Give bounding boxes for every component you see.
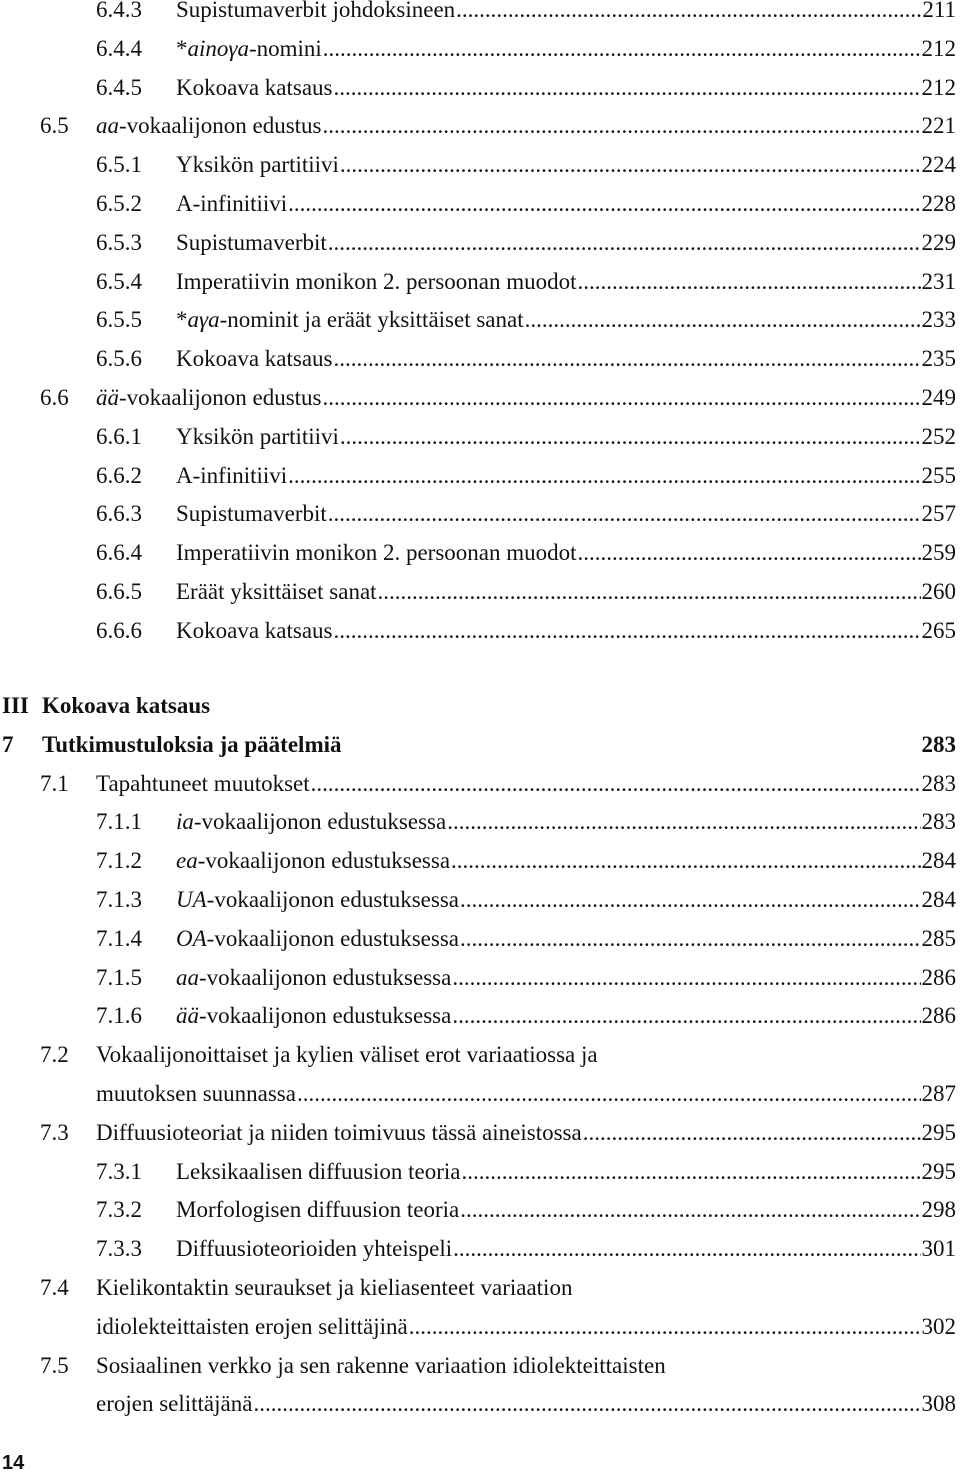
dot-leader bbox=[451, 847, 920, 875]
entry-number: 6.6.6 bbox=[96, 617, 142, 643]
entry-title-text: Yksikön partitiivi bbox=[176, 152, 339, 178]
entry-page: 298 bbox=[921, 1197, 956, 1223]
entry-line bbox=[176, 423, 956, 451]
entry-line bbox=[176, 964, 956, 992]
dot-leader bbox=[460, 925, 921, 953]
entry-number: 6.4.4 bbox=[96, 35, 142, 61]
entry-title bbox=[176, 306, 524, 334]
dot-leader bbox=[288, 190, 920, 218]
entry-number: 6.6.1 bbox=[96, 423, 142, 449]
dot-leader bbox=[340, 151, 921, 179]
entry-line bbox=[96, 112, 956, 140]
entry-line bbox=[176, 886, 956, 914]
entry-page: 287 bbox=[921, 1081, 956, 1106]
entry-number: 7.2 bbox=[40, 1042, 69, 1068]
entry-line bbox=[96, 1390, 956, 1418]
dot-leader bbox=[578, 268, 921, 296]
entry-title-text: -vokaalijonon edustus bbox=[119, 113, 322, 139]
entry-title bbox=[176, 229, 327, 257]
entry-page: 255 bbox=[921, 462, 956, 488]
entry-number: 6.5.3 bbox=[96, 229, 142, 255]
entry-title-text: -vokaalijonon edustuksessa bbox=[193, 809, 447, 835]
entry-line bbox=[176, 74, 956, 102]
toc-entry bbox=[0, 847, 960, 879]
entry-line bbox=[176, 539, 956, 567]
entry-title-text: Diffuusioteorioiden yhteispeli bbox=[176, 1236, 453, 1262]
entry-title-italic: aa bbox=[176, 964, 199, 990]
entry-title bbox=[176, 190, 287, 218]
entry-title-italic: aa bbox=[96, 113, 119, 139]
entry-title bbox=[176, 151, 339, 179]
toc-entry bbox=[0, 384, 960, 416]
entry-title-text: A-infinitiivi bbox=[176, 191, 288, 216]
entry-number: 7.3 bbox=[40, 1119, 69, 1145]
entry-line bbox=[176, 617, 956, 645]
toc-entry bbox=[0, 0, 960, 28]
toc-entry bbox=[0, 462, 960, 494]
entry-page: 265 bbox=[921, 617, 956, 643]
entry-title-prefix: * bbox=[176, 35, 188, 61]
part-title: Kokoava katsaus bbox=[42, 693, 211, 718]
entry-title bbox=[176, 617, 333, 645]
dot-leader bbox=[340, 423, 921, 451]
entry-title bbox=[96, 1119, 582, 1147]
entry-page: 233 bbox=[921, 307, 956, 333]
entry-title-text: Diffuusioteoriat ja niiden toimivuus tässä aineistossa bbox=[96, 1119, 582, 1145]
entry-line bbox=[176, 306, 956, 334]
entry-line bbox=[176, 925, 956, 953]
entry-title bbox=[176, 74, 333, 102]
entry-number: 7.1.5 bbox=[96, 964, 142, 990]
entry-title-text: -nomini bbox=[248, 35, 322, 61]
dot-leader bbox=[334, 74, 921, 102]
entry-line bbox=[176, 1158, 956, 1186]
entry-title bbox=[176, 539, 577, 567]
entry-title-text: Tapahtuneet muutokset bbox=[96, 770, 310, 796]
dot-leader bbox=[378, 578, 921, 606]
entry-title-text: Kokoava katsaus bbox=[176, 617, 333, 643]
entry-number: 7.4 bbox=[40, 1275, 69, 1300]
entry-title-text: A-infinitiivi bbox=[176, 462, 288, 488]
entry-number: 7.5 bbox=[40, 1352, 69, 1378]
entry-page: 295 bbox=[921, 1158, 956, 1184]
entry-page: 283 bbox=[921, 770, 956, 796]
dot-leader bbox=[334, 345, 921, 373]
toc-entry bbox=[0, 925, 960, 957]
entry-page: 295 bbox=[921, 1119, 956, 1145]
entry-line bbox=[176, 0, 956, 24]
entry-title-italic: ea bbox=[176, 848, 198, 874]
entry-number: 6.5.2 bbox=[96, 191, 142, 216]
entry-title bbox=[96, 112, 322, 140]
entry-title bbox=[176, 1196, 459, 1224]
entry-line bbox=[176, 808, 956, 836]
toc-entry bbox=[0, 112, 960, 144]
entry-title-line1: Kielikontaktin seuraukset ja kieliasenteet variaation bbox=[96, 1275, 573, 1300]
entry-page: 308 bbox=[921, 1391, 956, 1417]
entry-line bbox=[176, 847, 956, 875]
entry-line bbox=[176, 578, 956, 606]
entry-line bbox=[176, 1002, 956, 1030]
entry-line bbox=[96, 1080, 956, 1108]
toc-entry bbox=[0, 151, 960, 183]
dot-leader bbox=[409, 1313, 921, 1341]
entry-line bbox=[176, 500, 956, 528]
toc-entry bbox=[0, 500, 960, 532]
entry-page: 211 bbox=[922, 0, 956, 22]
entry-number: 6.6.3 bbox=[96, 501, 142, 527]
toc-entry bbox=[0, 808, 960, 840]
entry-title-text: Eräät yksittäiset sanat bbox=[176, 579, 377, 604]
entry-title-text: -vokaalijonon edustuksessa bbox=[206, 887, 459, 912]
toc-entry bbox=[0, 345, 960, 377]
entry-line bbox=[176, 1235, 956, 1263]
chapter-number: 7 bbox=[2, 731, 14, 757]
entry-title-text: Supistumaverbit johdoksineen bbox=[176, 0, 456, 22]
dot-leader bbox=[452, 964, 920, 992]
entry-title-line1: Sosiaalinen verkko ja sen rakenne variaation idiolekteittaisten bbox=[96, 1352, 666, 1378]
entry-page: 224 bbox=[921, 152, 956, 178]
entry-title-text: -nominit ja eräät yksittäiset sanat bbox=[219, 307, 524, 333]
toc-entry-multiline-cont bbox=[0, 1313, 960, 1345]
entry-page: 235 bbox=[921, 346, 956, 372]
toc-entry bbox=[0, 964, 960, 996]
part-heading bbox=[0, 692, 960, 724]
entry-title-text: Supistumaverbit bbox=[176, 501, 327, 527]
toc-entry-multiline-cont bbox=[0, 1080, 960, 1112]
entry-number: 6.5 bbox=[40, 113, 69, 139]
entry-title-italic: ää bbox=[96, 385, 119, 410]
entry-page: 259 bbox=[921, 540, 956, 566]
entry-page: 301 bbox=[921, 1236, 956, 1262]
toc-entry bbox=[0, 539, 960, 571]
toc-entry bbox=[0, 617, 960, 649]
toc-entry bbox=[0, 190, 960, 222]
entry-number: 6.4.3 bbox=[96, 0, 142, 22]
dot-leader bbox=[460, 1196, 920, 1224]
entry-line bbox=[176, 268, 956, 296]
entry-number: 6.4.5 bbox=[96, 74, 142, 100]
entry-title bbox=[176, 925, 459, 953]
toc-entry bbox=[0, 1119, 960, 1151]
entry-number: 7.3.1 bbox=[96, 1158, 142, 1184]
toc-entry-multiline bbox=[0, 1041, 960, 1073]
toc-entry bbox=[0, 74, 960, 106]
dot-leader bbox=[253, 1390, 920, 1418]
entry-title-text: -vokaalijonon edustuksessa bbox=[197, 848, 451, 874]
entry-title-italic: aγa bbox=[187, 307, 220, 333]
toc-entry bbox=[0, 1158, 960, 1190]
entry-title bbox=[176, 500, 327, 528]
dot-leader bbox=[460, 886, 921, 914]
entry-title-line2: muutoksen suunnassa bbox=[96, 1081, 296, 1106]
toc-entry bbox=[0, 229, 960, 261]
entry-page: 252 bbox=[921, 423, 956, 449]
dot-leader bbox=[461, 1158, 920, 1186]
part-number: III bbox=[2, 693, 29, 718]
entry-title bbox=[176, 1235, 452, 1263]
dot-leader bbox=[447, 808, 920, 836]
entry-title bbox=[176, 462, 287, 490]
entry-line bbox=[176, 151, 956, 179]
entry-line bbox=[96, 384, 956, 412]
chapter-page: 283 bbox=[921, 731, 956, 757]
entry-title bbox=[176, 1002, 451, 1030]
entry-page: 284 bbox=[921, 848, 956, 874]
entry-page: 284 bbox=[921, 887, 956, 912]
entry-title-line2: erojen selittäjänä bbox=[96, 1391, 253, 1417]
dot-leader bbox=[288, 462, 920, 490]
toc-entry bbox=[0, 1002, 960, 1034]
entry-number: 6.5.6 bbox=[96, 346, 142, 372]
entry-number: 6.6.4 bbox=[96, 540, 142, 566]
entry-line bbox=[96, 1119, 956, 1147]
entry-title bbox=[96, 770, 310, 798]
entry-title-text: Morfologisen diffuusion teoria bbox=[176, 1197, 460, 1223]
entry-title bbox=[176, 268, 577, 296]
chapter-line bbox=[42, 731, 956, 759]
entry-page: 286 bbox=[921, 964, 956, 990]
dot-leader bbox=[453, 1235, 920, 1263]
dot-leader bbox=[578, 539, 921, 567]
entry-title-line1: Vokaalijonoittaiset ja kylien väliset erot variaatiossa ja bbox=[96, 1042, 598, 1068]
entry-title-text: Kokoava katsaus bbox=[176, 346, 333, 372]
entry-title bbox=[96, 384, 322, 412]
dot-leader bbox=[323, 112, 921, 140]
dot-leader bbox=[297, 1080, 921, 1108]
dot-leader bbox=[456, 0, 921, 24]
entry-page: 231 bbox=[921, 268, 956, 294]
dot-leader bbox=[452, 1002, 920, 1030]
toc-entry bbox=[0, 306, 960, 338]
entry-line bbox=[176, 1196, 956, 1224]
entry-title bbox=[176, 1158, 460, 1186]
entry-title bbox=[176, 964, 451, 992]
entry-number: 7.3.3 bbox=[96, 1236, 142, 1262]
entry-line bbox=[176, 345, 956, 373]
chapter-title: Tutkimustuloksia ja päätelmiä bbox=[42, 731, 342, 757]
entry-title bbox=[176, 886, 459, 914]
entry-line bbox=[96, 770, 956, 798]
entry-title bbox=[176, 345, 333, 373]
toc-entry bbox=[0, 886, 960, 918]
entry-page: 285 bbox=[921, 925, 956, 951]
entry-number: 7.1.6 bbox=[96, 1003, 142, 1029]
entry-title-line2: idiolekteittaisten erojen selittäjinä bbox=[96, 1313, 408, 1339]
entry-number: 6.5.1 bbox=[96, 152, 142, 178]
entry-page: 302 bbox=[921, 1313, 956, 1339]
dot-leader bbox=[583, 1119, 921, 1147]
entry-number: 7.1 bbox=[40, 770, 69, 796]
entry-page: 286 bbox=[921, 1003, 956, 1029]
entry-title bbox=[176, 35, 322, 63]
entry-title-text: -vokaalijonon edustuksessa bbox=[199, 1003, 452, 1029]
entry-number: 6.6.5 bbox=[96, 579, 142, 604]
entry-title bbox=[176, 578, 377, 606]
entry-line bbox=[96, 1313, 956, 1341]
dot-leader bbox=[525, 306, 921, 334]
entry-title-italic: ia bbox=[176, 809, 194, 835]
toc-entry bbox=[0, 268, 960, 300]
entry-number: 7.1.4 bbox=[96, 925, 142, 951]
entry-title-text: Kokoava katsaus bbox=[176, 74, 333, 100]
toc-entry-multiline bbox=[0, 1274, 960, 1306]
entry-title-italic: OA bbox=[176, 925, 207, 951]
toc-entry-multiline-cont bbox=[0, 1390, 960, 1422]
entry-number: 6.6 bbox=[40, 385, 69, 410]
toc-entry bbox=[0, 1235, 960, 1267]
page-number: 14 bbox=[2, 1452, 25, 1474]
entry-title-prefix: * bbox=[176, 307, 188, 333]
entry-title-italic: ää bbox=[176, 1003, 199, 1029]
entry-title-text: -vokaalijonon edustuksessa bbox=[206, 925, 459, 951]
entry-title-italic: UA bbox=[176, 887, 207, 912]
toc-entry bbox=[0, 1196, 960, 1228]
entry-title-text: Leksikaalisen diffuusion teoria bbox=[176, 1158, 461, 1184]
toc-entry bbox=[0, 578, 960, 610]
entry-title-text: -vokaalijonon edustuksessa bbox=[199, 964, 452, 990]
entry-title-text: -vokaalijonon edustus bbox=[119, 385, 322, 410]
entry-page: 221 bbox=[921, 113, 956, 139]
entry-number: 7.1.2 bbox=[96, 848, 142, 874]
toc-entry bbox=[0, 423, 960, 455]
entry-number: 7.3.2 bbox=[96, 1197, 142, 1223]
entry-page: 228 bbox=[921, 191, 956, 216]
entry-title bbox=[176, 423, 339, 451]
entry-number: 7.1.3 bbox=[96, 887, 142, 912]
dot-leader bbox=[328, 500, 921, 528]
chapter-heading bbox=[0, 731, 960, 763]
entry-page: 260 bbox=[921, 579, 956, 604]
entry-number: 6.5.4 bbox=[96, 268, 142, 294]
dot-leader bbox=[334, 617, 921, 645]
entry-page: 212 bbox=[921, 74, 956, 100]
dot-leader bbox=[323, 35, 921, 63]
entry-number: 6.5.5 bbox=[96, 307, 142, 333]
toc-entry-multiline bbox=[0, 1352, 960, 1384]
entry-title bbox=[176, 808, 446, 836]
dot-leader bbox=[328, 229, 921, 257]
toc-entry bbox=[0, 770, 960, 802]
toc-entry bbox=[0, 35, 960, 67]
entry-number: 6.6.2 bbox=[96, 462, 142, 488]
dot-leader bbox=[323, 384, 921, 412]
entry-title-text: Yksikön partitiivi bbox=[176, 423, 339, 449]
entry-page: 283 bbox=[921, 809, 956, 835]
entry-line bbox=[176, 462, 956, 490]
entry-number: 7.1.1 bbox=[96, 809, 142, 835]
entry-title-italic: ainoγa bbox=[187, 35, 249, 61]
entry-title-text: Imperatiivin monikon 2. persoonan muodot bbox=[176, 268, 577, 294]
dot-leader bbox=[311, 770, 921, 798]
entry-line bbox=[176, 229, 956, 257]
entry-title bbox=[176, 0, 455, 24]
entry-title-text: Imperatiivin monikon 2. persoonan muodot bbox=[176, 540, 577, 566]
entry-title bbox=[176, 847, 450, 875]
entry-page: 229 bbox=[921, 229, 956, 255]
entry-page: 212 bbox=[921, 35, 956, 61]
entry-title-text: Supistumaverbit bbox=[176, 229, 327, 255]
entry-line bbox=[176, 35, 956, 63]
entry-page: 249 bbox=[921, 385, 956, 410]
entry-line bbox=[176, 190, 956, 218]
entry-page: 257 bbox=[921, 501, 956, 527]
